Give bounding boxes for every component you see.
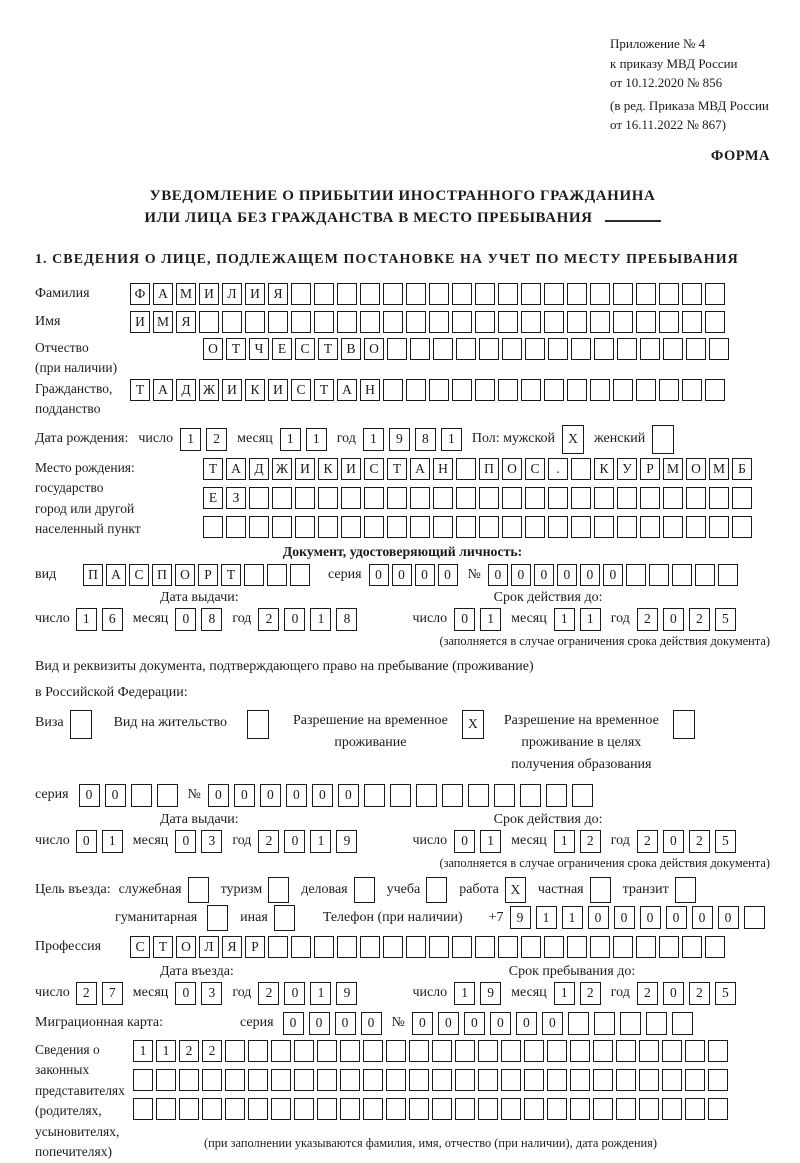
residence-valid-month-cells[interactable]: 1 2 bbox=[554, 830, 601, 853]
citizenship-row bbox=[35, 379, 770, 420]
entry-month-cells[interactable]: 0 3 bbox=[175, 982, 222, 1005]
purpose-label: Цель въезда: bbox=[35, 881, 111, 897]
purpose-option-label: работа bbox=[459, 881, 499, 897]
birthplace-label: город или другой bbox=[35, 500, 135, 516]
citizenship-label: Гражданство, bbox=[35, 380, 113, 396]
profession-row bbox=[35, 936, 770, 958]
stay-until-header: Срок пребывания до: bbox=[508, 963, 636, 979]
identity-doc-number-cells[interactable]: 0 0 0 0 0 0 bbox=[488, 564, 738, 586]
visa-checkbox[interactable] bbox=[70, 710, 92, 739]
firstname-cells[interactable]: И М Я bbox=[130, 311, 725, 333]
representatives-row bbox=[35, 1040, 770, 1163]
stay-year-label: год bbox=[610, 985, 630, 1000]
residence-permit-label: Вид на жительство bbox=[113, 714, 227, 730]
sex-female-label: женский bbox=[594, 431, 646, 446]
sex-male-checkbox[interactable]: X bbox=[562, 425, 584, 454]
purpose-option-label: деловая bbox=[301, 881, 348, 897]
residence-issue-day-cells[interactable]: 0 1 bbox=[76, 830, 123, 853]
purpose-humanitarian-checkbox[interactable] bbox=[207, 905, 228, 931]
appendix-line: от 10.12.2020 № 856 bbox=[610, 75, 723, 90]
residence-doc-options-row bbox=[35, 710, 770, 776]
residence-valid-year-label: год bbox=[610, 833, 630, 848]
identity-valid-month-label: месяц bbox=[511, 611, 547, 626]
stay-month-label: месяц bbox=[511, 985, 547, 1000]
entry-day-label: число bbox=[35, 985, 70, 1000]
temp-residence-education-checkbox[interactable] bbox=[673, 710, 695, 739]
sex-female-checkbox[interactable] bbox=[652, 425, 674, 454]
citizenship-cells[interactable]: Т А Д Ж И К И С Т А Н bbox=[130, 379, 725, 401]
identity-doc-heading: Документ, удостоверяющий личность: bbox=[282, 543, 523, 559]
visa-label: Виза bbox=[35, 714, 64, 730]
purpose-option-label: туризм bbox=[220, 881, 263, 897]
identity-doc-series-label: серия bbox=[328, 566, 362, 582]
identity-issue-year-label: год bbox=[232, 611, 252, 626]
birthplace-label: государство bbox=[35, 480, 104, 495]
residence-doc-intro bbox=[35, 654, 770, 706]
purpose-other-checkbox[interactable] bbox=[274, 905, 295, 931]
migration-card-series-label: серия bbox=[240, 1015, 274, 1030]
patronymic-row bbox=[35, 338, 770, 379]
appendix-line: от 16.11.2022 № 867) bbox=[610, 117, 727, 132]
residence-issue-year-label: год bbox=[232, 833, 252, 848]
stay-day-cells[interactable]: 1 9 bbox=[454, 982, 501, 1005]
residence-doc-date-headers bbox=[35, 812, 770, 828]
birthplace-label-block bbox=[35, 458, 203, 540]
representatives-label-block bbox=[35, 1040, 133, 1163]
migration-card-label: Миграционная карта: bbox=[35, 1015, 164, 1030]
patronymic-label-block bbox=[35, 338, 203, 379]
identity-issue-month-label: месяц bbox=[132, 611, 169, 626]
residence-issue-day-label: число bbox=[35, 833, 70, 848]
residence-doc-intro-line1: Вид и реквизиты документа, подтверждающего право на пребывание (проживание) bbox=[35, 658, 534, 674]
identity-doc-date-headers bbox=[35, 590, 770, 606]
firstname-row bbox=[35, 311, 770, 333]
residence-permit-checkbox[interactable] bbox=[247, 710, 269, 739]
migration-card-row bbox=[35, 1012, 770, 1035]
identity-doc-number-label: № bbox=[467, 566, 481, 582]
purpose-tourism-checkbox[interactable] bbox=[268, 877, 289, 903]
surname-cells[interactable]: Ф А М И Л И Я bbox=[130, 283, 725, 305]
representatives-label: (родителях, bbox=[35, 1103, 102, 1118]
entry-year-label: год bbox=[232, 985, 252, 1000]
surname-row bbox=[35, 283, 770, 305]
temp-residence-label: Разрешение на временное проживание bbox=[292, 712, 448, 750]
residence-issue-month-cells[interactable]: 0 3 bbox=[175, 830, 222, 853]
identity-valid-header: Срок действия до: bbox=[493, 589, 603, 605]
purpose-option-label: служебная bbox=[118, 881, 182, 897]
entry-dates-row bbox=[35, 982, 770, 1005]
identity-issue-header: Дата выдачи: bbox=[160, 589, 239, 605]
purpose-row1 bbox=[35, 877, 770, 903]
residence-doc-number-label: № bbox=[187, 787, 201, 802]
birthdate-year-label: год bbox=[336, 431, 356, 446]
residence-valid-year-cells[interactable]: 2 0 2 5 bbox=[637, 830, 736, 853]
purpose-work-checkbox[interactable]: X bbox=[505, 877, 526, 903]
purpose-study-checkbox[interactable] bbox=[426, 877, 447, 903]
appendix-line: к приказу МВД России bbox=[610, 55, 738, 71]
identity-doc-note: (заполняется в случае ограничения срока действия документа) bbox=[439, 633, 770, 648]
birthplace-cells-row1[interactable]: Т А Д Ж И К И С Т А Н П О С . К У Р М О М Б bbox=[203, 458, 752, 480]
residence-valid-header: Срок действия до: bbox=[493, 811, 603, 827]
identity-valid-day-label: число bbox=[412, 611, 448, 626]
purpose-option-label: учеба bbox=[386, 881, 421, 897]
birthdate-year-cells[interactable]: 1 9 8 1 bbox=[363, 428, 462, 451]
representatives-label: законных bbox=[35, 1062, 90, 1077]
representatives-cells-row2[interactable] bbox=[133, 1069, 728, 1091]
purpose-option-label: транзит bbox=[622, 881, 669, 897]
birthdate-day-cells[interactable]: 1 2 bbox=[180, 428, 227, 451]
residence-issue-header: Дата выдачи: bbox=[160, 811, 239, 827]
identity-doc-kind-label: вид bbox=[35, 566, 57, 582]
entry-day-cells[interactable]: 2 7 bbox=[76, 982, 123, 1005]
phone-prefix: +7 bbox=[488, 909, 504, 925]
stay-day-label: число bbox=[412, 985, 448, 1000]
phone-label: Телефон (при наличии) bbox=[322, 909, 463, 925]
purpose-transit-checkbox[interactable] bbox=[675, 877, 696, 903]
birthplace-cells-row3[interactable] bbox=[203, 516, 752, 538]
representatives-cells-row1[interactable]: 1 1 2 2 bbox=[133, 1040, 728, 1062]
temp-residence-education-label: Разрешение на временное проживание в целях получения образования bbox=[503, 712, 659, 772]
birthplace-cells-column bbox=[203, 458, 752, 538]
identity-doc-kind-row bbox=[35, 564, 770, 586]
representatives-label: Сведения о bbox=[35, 1041, 100, 1057]
residence-permit-option bbox=[114, 710, 269, 739]
patronymic-label-note: (при наличии) bbox=[35, 360, 118, 375]
representatives-label: представителях bbox=[35, 1082, 125, 1098]
residence-valid-month-label: месяц bbox=[511, 833, 547, 848]
appendix-line: (в ред. Приказа МВД России bbox=[610, 97, 769, 113]
birthdate-row bbox=[35, 425, 770, 454]
birthplace-row bbox=[35, 458, 770, 540]
title-blank-line bbox=[605, 207, 661, 222]
profession-cells[interactable]: С Т О Л Я Р bbox=[130, 936, 725, 958]
residence-valid-day-cells[interactable]: 0 1 bbox=[454, 830, 501, 853]
birthplace-label: населенный пункт bbox=[35, 521, 141, 536]
stay-month-cells[interactable]: 1 2 bbox=[554, 982, 601, 1005]
representatives-cells-column bbox=[133, 1040, 728, 1151]
identity-valid-year-cells[interactable]: 2 0 2 5 bbox=[637, 608, 736, 631]
sex-label: Пол: мужской bbox=[471, 431, 556, 446]
residence-doc-dates-row bbox=[35, 830, 770, 853]
residence-doc-intro-line2: в Российской Федерации: bbox=[35, 684, 188, 700]
identity-issue-year-cells[interactable]: 2 0 1 8 bbox=[258, 608, 357, 631]
entry-year-cells[interactable]: 2 0 1 9 bbox=[258, 982, 357, 1005]
temp-residence-education-option bbox=[504, 710, 695, 776]
identity-issue-day-label: число bbox=[35, 611, 70, 626]
birthdate-month-cells[interactable]: 1 1 bbox=[280, 428, 327, 451]
identity-doc-series-cells[interactable]: 0 0 0 0 bbox=[369, 564, 458, 586]
residence-doc-note: (заполняется в случае ограничения срока действия документа) bbox=[439, 855, 770, 870]
residence-doc-number-cells[interactable]: 0 0 0 0 0 0 bbox=[208, 784, 593, 807]
phone-cells[interactable]: 9 1 1 0 0 0 0 0 0 bbox=[510, 906, 765, 929]
stay-year-cells[interactable]: 2 0 2 5 bbox=[637, 982, 736, 1005]
entry-date-headers bbox=[35, 964, 770, 980]
form-title-line1: УВЕДОМЛЕНИЕ О ПРИБЫТИИ ИНОСТРАННОГО ГРАЖДАНИНА bbox=[149, 187, 656, 204]
residence-valid-day-label: число bbox=[412, 833, 448, 848]
birthdate-label: Дата рождения: bbox=[35, 431, 129, 446]
firstname-label: Имя bbox=[35, 313, 61, 329]
birthplace-label: Место рождения: bbox=[35, 459, 135, 475]
citizenship-label-block bbox=[35, 379, 130, 420]
patronymic-cells[interactable]: О Т Ч Е С Т В О bbox=[203, 338, 729, 360]
identity-valid-year-label: год bbox=[610, 611, 630, 626]
patronymic-label: Отчество bbox=[35, 339, 89, 355]
migration-card-number-label: № bbox=[391, 1015, 405, 1030]
representatives-cells-row3[interactable] bbox=[133, 1098, 728, 1120]
identity-valid-month-cells[interactable]: 1 1 bbox=[554, 608, 601, 631]
purpose-option-label: иная bbox=[240, 909, 268, 925]
residence-issue-year-cells[interactable]: 2 0 1 9 bbox=[258, 830, 357, 853]
representatives-label: попечителях) bbox=[35, 1144, 112, 1159]
purpose-row2 bbox=[115, 905, 770, 931]
identity-doc-kind-cells[interactable]: П А С П О Р Т bbox=[83, 564, 310, 586]
birthdate-day-label: число bbox=[138, 431, 174, 446]
residence-doc-series-label: серия bbox=[35, 787, 69, 802]
birthdate-month-label: месяц bbox=[237, 431, 273, 446]
identity-valid-day-cells[interactable]: 0 1 bbox=[454, 608, 501, 631]
representatives-note: (при заполнении указываются фамилия, имя, отчество (при наличии), дата рождения) bbox=[203, 1135, 658, 1150]
migration-card-series-cells[interactable]: 0 0 0 0 bbox=[283, 1012, 382, 1035]
residence-doc-series-cells[interactable]: 0 0 bbox=[79, 784, 178, 807]
birthplace-cells-row2[interactable]: Е З bbox=[203, 487, 752, 509]
identity-doc-dates-row bbox=[35, 608, 770, 631]
entry-month-label: месяц bbox=[132, 985, 169, 1000]
section1-heading: 1. СВЕДЕНИЯ О ЛИЦЕ, ПОДЛЕЖАЩЕМ ПОСТАНОВКЕ НА УЧЕТ ПО МЕСТУ ПРЕБЫВАНИЯ bbox=[35, 251, 739, 267]
visa-option bbox=[35, 710, 92, 739]
forma-label: ФОРМА bbox=[710, 147, 770, 164]
representatives-label: усыновителях, bbox=[35, 1123, 120, 1139]
residence-issue-month-label: месяц bbox=[132, 833, 169, 848]
temp-residence-checkbox[interactable]: X bbox=[462, 710, 484, 739]
purpose-business-checkbox[interactable] bbox=[188, 877, 209, 903]
identity-issue-day-cells[interactable]: 1 6 bbox=[76, 608, 123, 631]
form-title bbox=[35, 185, 770, 229]
form-title-line2: ИЛИ ЛИЦА БЕЗ ГРАЖДАНСТВА В МЕСТО ПРЕБЫВАНИЯ bbox=[144, 209, 593, 226]
citizenship-label2: подданство bbox=[35, 401, 101, 416]
temp-residence-option bbox=[293, 710, 484, 754]
migration-card-number-cells[interactable]: 0 0 0 0 0 0 bbox=[412, 1012, 693, 1035]
purpose-commercial-checkbox[interactable] bbox=[354, 877, 375, 903]
form-title-line2-wrap bbox=[35, 207, 770, 229]
identity-issue-month-cells[interactable]: 0 8 bbox=[175, 608, 222, 631]
entry-date-header: Дата въезда: bbox=[160, 963, 234, 979]
surname-label: Фамилия bbox=[35, 285, 90, 301]
purpose-option-label: частная bbox=[537, 881, 584, 897]
appendix-reference bbox=[610, 34, 770, 135]
appendix-line: Приложение № 4 bbox=[610, 36, 706, 51]
residence-doc-series-row bbox=[35, 784, 770, 807]
profession-label: Профессия bbox=[35, 938, 102, 954]
purpose-option-label: гуманитарная bbox=[115, 909, 198, 925]
purpose-private-checkbox[interactable] bbox=[590, 877, 611, 903]
